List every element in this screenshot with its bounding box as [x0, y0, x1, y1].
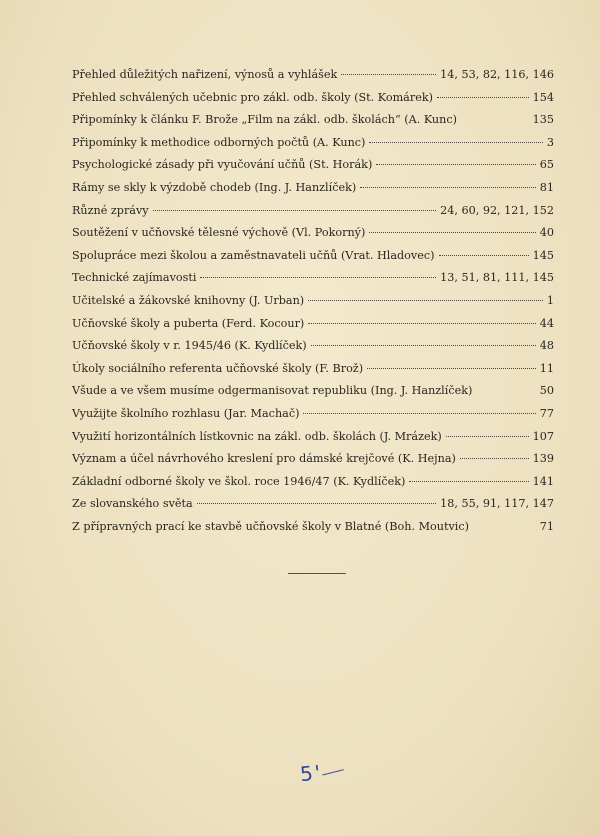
toc-entry: [72, 245, 554, 268]
toc-entry-title: Technické zajímavosti: [72, 271, 197, 285]
dot-leader: [367, 368, 536, 369]
pen-stroke: [323, 769, 345, 775]
toc-entry-title: Rámy se skly k výzdobě chodeb (Ing. J. Hanzlíček): [72, 180, 357, 194]
toc-entry: [72, 403, 554, 426]
toc-entry: [72, 222, 554, 245]
toc-entry-title: Různé zprávy: [72, 203, 149, 217]
toc-entry: [72, 177, 554, 200]
dot-leader: [341, 74, 436, 75]
toc-entry: [72, 313, 554, 336]
toc-entry-title: Využijte školního rozhlasu (Jar. Machač): [72, 406, 300, 420]
toc-entry-pages: 77: [539, 406, 554, 420]
toc-entry-title: Význam a účel návrhového kreslení pro dámské krejčové (K. Hejna): [72, 452, 456, 466]
toc-entry-title: Z přípravných prací ke stavbě učňovské školy v Blatné (Boh. Moutvic): [72, 519, 469, 533]
handwritten-note-text: 5': [298, 760, 324, 787]
toc-entry-pages: 14, 53, 82, 116, 146: [440, 68, 554, 81]
dot-leader: [360, 187, 536, 188]
toc-entry-pages: 18, 55, 91, 117, 147: [440, 497, 554, 511]
toc-entry: [72, 267, 554, 290]
toc-entry-pages: 11: [539, 361, 554, 375]
toc-entry-title: Ze slovanského světa: [72, 497, 193, 511]
toc-entry-pages: 139: [532, 452, 554, 466]
toc-entry: [72, 471, 554, 494]
toc-entry: [72, 290, 554, 313]
toc-entry-title: Spolupráce mezi školou a zaměstnavateli učňů (Vrat. Hladovec): [72, 248, 435, 262]
toc-entry-title: Učňovské školy a puberta (Ferd. Kocour): [72, 316, 305, 330]
toc-entry-pages: 44: [539, 316, 554, 330]
toc-entry: [72, 154, 554, 177]
dot-leader: [460, 458, 529, 459]
toc-entry-pages: 40: [539, 226, 554, 240]
dot-leader: [437, 97, 529, 98]
toc-entry-pages: 65: [539, 158, 554, 172]
toc-entry-title: Přehled schválených učebnic pro zákl. odb. školy (St. Komárek): [72, 90, 433, 104]
toc-entry: [72, 380, 554, 403]
section-divider: [288, 573, 346, 574]
toc-entry: [72, 64, 554, 87]
toc-entry: [72, 109, 554, 132]
toc-entry-pages: 141: [532, 474, 554, 488]
dot-leader: [308, 323, 535, 324]
toc-entry-title: Učitelské a žákovské knihovny (J. Urban): [72, 293, 305, 307]
dot-leader: [308, 300, 543, 301]
toc-entry: [72, 335, 554, 358]
toc-entry-title: Přehled důležitých nařizení, výnosů a vyhlášek: [72, 68, 338, 81]
toc-entry: [72, 426, 554, 449]
toc-entry-pages: 107: [532, 429, 554, 443]
dot-leader: [369, 232, 535, 233]
dot-leader: [200, 277, 436, 278]
table-of-contents: [72, 64, 554, 538]
toc-entry-title: Využití horizontálních lístkovnic na zákl. odb. školách (J. Mrázek): [72, 429, 442, 443]
toc-entry-title: Základní odborné školy ve škol. roce 1946/47 (K. Kydlíček): [72, 474, 406, 488]
toc-entry: [72, 448, 554, 471]
toc-entry-title: Připomínky k methodice odborných počtů (A. Kunc): [72, 135, 366, 149]
dot-leader: [197, 503, 436, 504]
dot-leader: [311, 345, 536, 346]
toc-entry-title: Učňovské školy v r. 1945/46 (K. Kydlíček): [72, 339, 307, 353]
dot-leader: [446, 436, 529, 437]
toc-entry-pages: 154: [532, 90, 554, 104]
toc-entry: [72, 200, 554, 223]
dot-leader: [376, 164, 535, 165]
toc-entry-pages: 71: [539, 519, 554, 533]
dot-leader: [409, 481, 528, 482]
toc-entry-pages: 135: [532, 113, 554, 127]
handwritten-note: [299, 758, 346, 786]
toc-entry: [72, 516, 554, 539]
dot-leader: [369, 142, 542, 143]
toc-entry-pages: 3: [546, 135, 554, 149]
toc-entry-title: Soutěžení v učňovské tělesné výchově (Vl. Pokorný): [72, 226, 366, 240]
dot-leader: [439, 255, 529, 256]
toc-entry-pages: 145: [532, 248, 554, 262]
toc-entry-title: Připomínky k článku F. Brože „Film na zákl. odb. školách“ (A. Kunc): [72, 113, 457, 127]
toc-entry-pages: 13, 51, 81, 111, 145: [440, 271, 554, 285]
toc-entry-pages: 50: [539, 384, 554, 398]
toc-entry-pages: 81: [539, 180, 554, 194]
toc-entry-pages: 48: [539, 339, 554, 353]
toc-entry-pages: 1: [546, 293, 554, 307]
toc-entry-title: Všude a ve všem musíme odgermanisovat republiku (Ing. J. Hanzlíček): [72, 384, 473, 398]
dot-leader: [303, 413, 535, 414]
toc-entry: [72, 132, 554, 155]
toc-entry-title: Psychologické zásady při vyučování učňů (St. Horák): [72, 158, 373, 172]
toc-entry: [72, 493, 554, 516]
toc-entry-title: Úkoly sociálního referenta učňovské školy (F. Brož): [72, 361, 364, 375]
toc-entry: [72, 87, 554, 110]
dot-leader: [153, 210, 437, 211]
toc-entry-pages: 24, 60, 92, 121, 152: [440, 203, 554, 217]
toc-entry: [72, 358, 554, 381]
